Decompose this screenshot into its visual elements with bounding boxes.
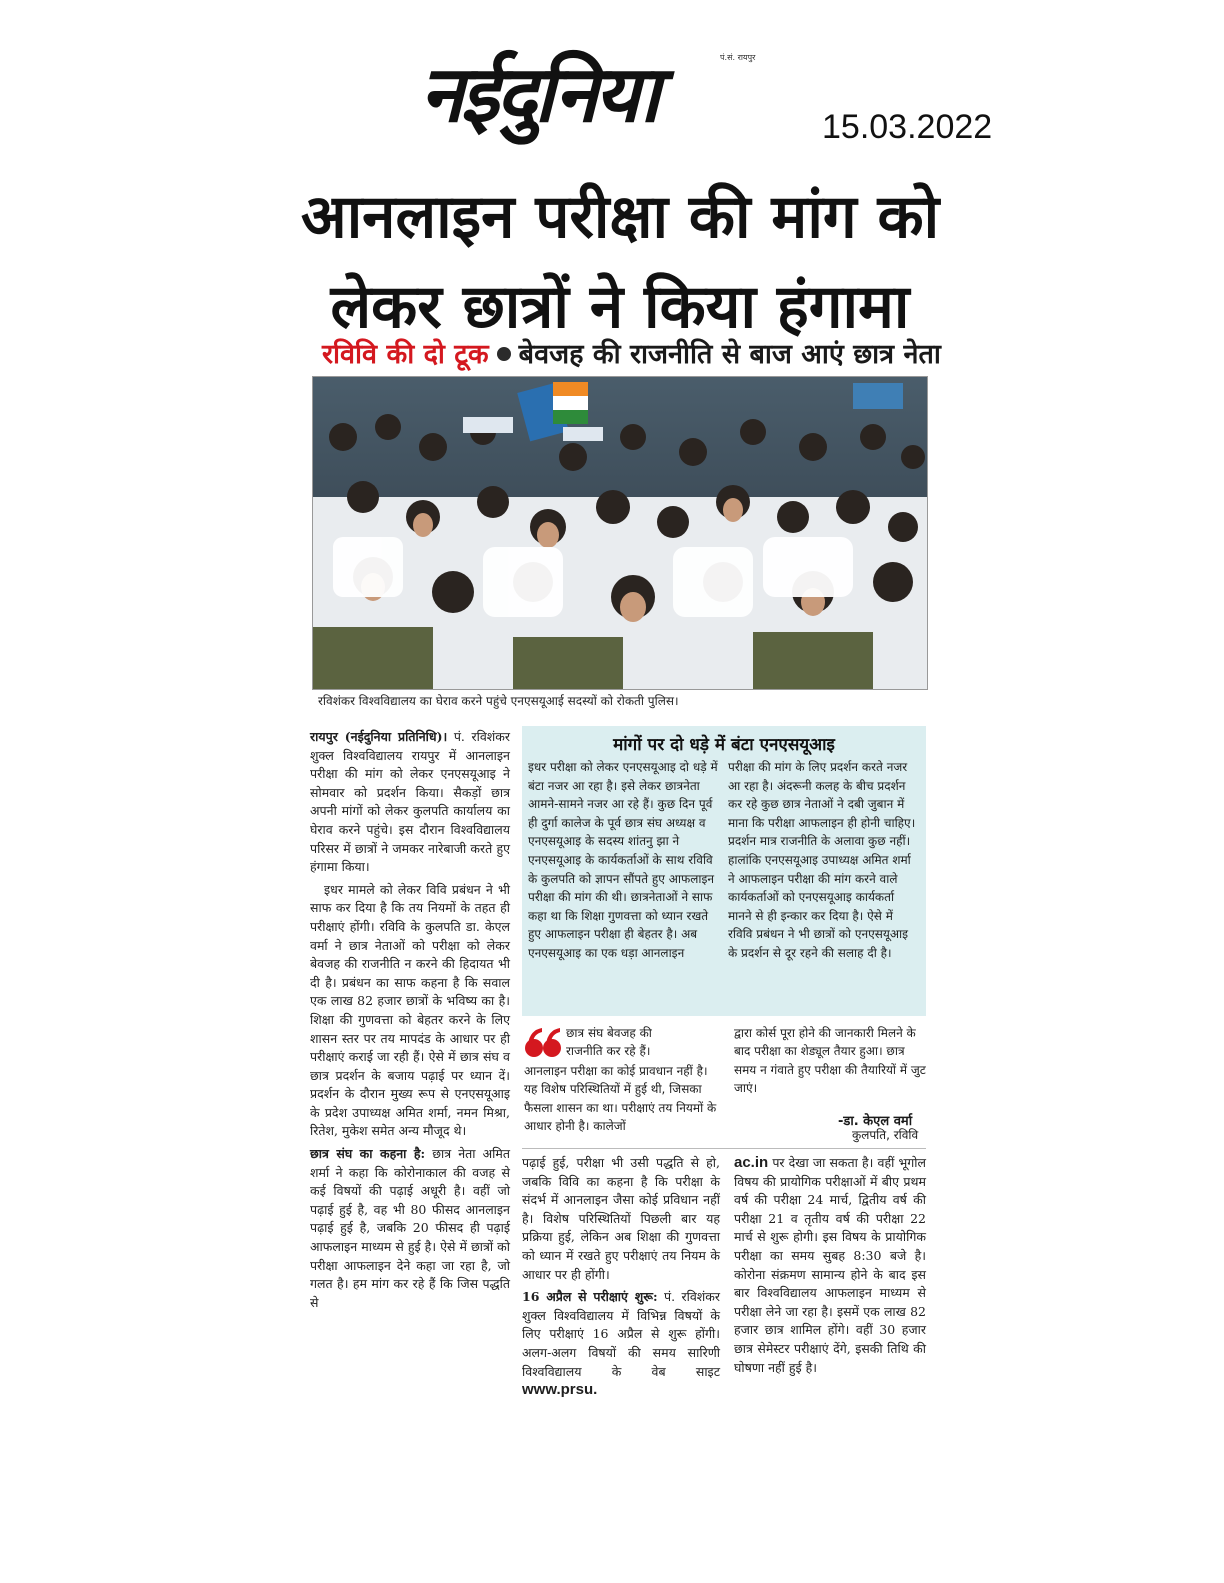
quote-icon bbox=[524, 1026, 564, 1062]
quote-heading-line-2: राजनीति कर रहे हैं। bbox=[566, 1044, 651, 1059]
headline bbox=[300, 172, 940, 352]
col1-paragraph-1 bbox=[310, 728, 510, 877]
publication-date: 15.03.2022 bbox=[822, 108, 993, 146]
masthead-logo: नईदुनिया bbox=[420, 50, 657, 140]
box-right-text: परीक्षा की मांग के लिए प्रदर्शन करते नजर आ रहा है। अंदरूनी कलह के बीच प्रदर्शन कर रहे कुछ छात्र नेताओं ने दबी जुबान में माना कि परीक्षा आफलाइन ही होनी चाहिए। प्रदर्शन मात्र राजनीति के अलावा कुछ नहीं। हालांकि एनएसयूआइ उपाध्यक्ष अमित शर्मा ने आफलाइन परीक्षा की मांग करने वाले कार्यकर्ताओं को एनएसयूआइ कार्यकर्ता मानने से ही इन्कार कर दिया है। ऐसे में रविवि प्रबंधन ने भी छात्रों को एनएसयूआइ के प्रदर्शन से दूर रहने की सलाह दी है। bbox=[728, 760, 916, 960]
col1-paragraph-3 bbox=[310, 1145, 510, 1312]
quote-heading bbox=[566, 1024, 716, 1061]
quote-attribution: -डा. केएल वर्मा bbox=[838, 1114, 913, 1129]
column-2 bbox=[522, 1154, 720, 1404]
headline-line-2: लेकर छात्रों ने किया हंगामा bbox=[330, 272, 910, 342]
quote-left-text: आनलाइन परीक्षा का कोई प्रावधान नहीं है। यह विशेष परिस्थितियों में हुई थी, जिसका फैसला शासन का था। परीक्षाएं तय नियमों के आधार होनी है। कालेजों bbox=[524, 1064, 717, 1134]
masthead bbox=[420, 38, 790, 138]
col1-p1-text: पं. रविशंकर शुक्ल विश्वविद्यालय रायपुर में आनलाइन परीक्षा की मांग को लेकर एनएसयूआइ ने सोमवार को प्रदर्शन किया। सैकड़ों छात्र अपनी मांगों को लेकर कुलपति कार्यालय का घेराव करने पहुंचे। इस दौरान विश्वविद्यालय परिसर में छात्रों ने जमकर नारेबाजी करते हुए हंगामा किया। bbox=[310, 729, 510, 875]
col1-p3-text: छात्र नेता अमित शर्मा ने कहा कि कोरोनाकाल की वजह से कई विषयों की पढ़ाई अधूरी है। वहीं जो पढ़ाई हुई है, वह भी 80 फीसद आनलाइन पढ़ाई हुई है, जबकि 20 फीसद ही पढ़ाई आफलाइन माध्यम से हुई है। ऐसे में छात्रों को परीक्षा आफलाइन देने कहा जा रहा है, जो गलत है। हम मांग कर रहे हैं कि जिस पद्धति से bbox=[310, 1146, 510, 1310]
masthead-edition-tag: पं.सं. रायपुर bbox=[720, 53, 756, 62]
box-title: मांगों पर दो धड़े में बंटा एनएसयूआइ bbox=[613, 735, 835, 755]
column-1 bbox=[310, 728, 510, 1316]
news-photo bbox=[312, 376, 928, 690]
dateline: रायपुर (नईदुनिया प्रतिनिधि)। bbox=[310, 729, 448, 744]
quote-attribution-role: कुलपति, रविवि bbox=[852, 1128, 919, 1142]
quote-heading-line-1: छात्र संघ बेवजह की bbox=[566, 1026, 652, 1040]
kicker-row bbox=[322, 334, 941, 371]
quote-right-text: द्वारा कोर्स पूरा होने की जानकारी मिलने के बाद परीक्षा का शेड्यूल तैयार हुआ। छात्र समय न गंवाते हुए परीक्षा की तैयारियों में जुट जाएं। bbox=[734, 1026, 926, 1096]
bullet-icon bbox=[497, 347, 511, 361]
col3-p1-text: पर देखा जा सकता है। वहीं भूगोल विषय की प्रायोगिक परीक्षाओं में बीए प्रथम वर्ष की परीक्षा 24 मार्च, द्वितीय वर्ष की परीक्षा 21 व तृतीय वर्ष की परीक्षा 22 मार्च से शुरू होगी। इस विषय के प्रायोगिक परीक्षा का समय सुबह 8:30 बजे है। कोरोना संक्रमण सामान्य होने के बाद इस बार विश्वविद्यालय आफलाइन माध्यम से परीक्षा लेने जा रहा है। इसमें एक लाख 82 हजार छात्र शामिल होंगे। वहीं 30 हजार छात्र सेमेस्टर परीक्षाएं देंगे, इसकी तिथि की घोषणा नहीं हुई है। bbox=[734, 1155, 926, 1375]
box-left-text: इधर परीक्षा को लेकर एनएसयूआइ दो धड़े में बंटा नजर आ रहा है। इसे लेकर छात्रनेता आमने-सामने नजर आ रहे हैं। कुछ दिन पूर्व ही दुर्गा कालेज के पूर्व छात्र संघ अध्यक्ष व एनएसयूआइ के सदस्य शांतनु झा ने एनएसयूआइ के कार्यकर्ताओं के साथ रविवि के कुलपति को ज्ञापन सौंपते हुए आफलाइन परीक्षा की मांग की थी। छात्रनेताओं ने साफ कहा था कि शिक्षा गुणवत्ता को ध्यान रखते हुए आफलाइन परीक्षा ही बेहतर है। अब एनएसयूआइ का एक धड़ा आनलाइन bbox=[528, 760, 718, 960]
column-3 bbox=[734, 1154, 926, 1381]
col3-paragraph-1 bbox=[734, 1154, 926, 1377]
col1-paragraph-2: इधर मामले को लेकर विवि प्रबंधन ने भी साफ कर दिया है कि तय नियमों के तहत ही परीक्षाएं होंगी। रविवि के कुलपति डा. केएल वर्मा ने छात्र नेताओं को परीक्षा को लेकर बेवजह की राजनीति न करने की हिदायत भी दी है। प्रबंधन का साफ कहना है कि सवाल एक लाख 82 हजार छात्रों के भविष्य का है। शिक्षा की गुणवत्ता को बेहतर करने के लिए शासन स्तर पर तय मापदंड के आधार पर ही परीक्षाएं कराई जा रही हैं। ऐसे में छात्र संघ व छात्र प्रदर्शन के बजाय पढ़ाई पर ध्यान दें। प्रदर्शन के दौरान मुख्य रूप से एनएसयूआइ के प्रदेश उपाध्यक्ष अमित शर्मा, नमन मिश्रा, रितेश, मुकेश समेत अन्य मौजूद थे। bbox=[310, 881, 510, 1139]
col2-paragraph-2 bbox=[522, 1288, 720, 1400]
kicker-label: रविवि की दो टूक bbox=[322, 339, 489, 370]
col2-p2-text: पं. रविशंकर शुक्ल विश्वविद्यालय में विभिन्न विषयों के लिए परीक्षाएं 16 अप्रैल से शुरू होंगी। अलग-अलग विषयों की समय सारिणी विश्वविद्यालय के वेब साइट bbox=[522, 1289, 720, 1379]
crowd-photo-illustration bbox=[313, 377, 927, 689]
subhead-exam-start: 16 अप्रैल से परीक्षाएं शुरू: bbox=[522, 1289, 658, 1305]
col2-paragraph-1: पढ़ाई हुई, परीक्षा भी उसी पद्धति से हो, जबकि विवि का कहना है कि परीक्षा के संदर्भ में आनलाइन जैसा कोई प्रविधान नहीं है। विशेष परिस्थितियों पिछली बार यह प्रक्रिया हुई, लेकिन अब शिक्षा की गुणवत्ता को ध्यान में रखते हुए परीक्षाएं तय नियम के आधार पर ही होंगी। bbox=[522, 1155, 720, 1282]
website-url-part-1: www.prsu. bbox=[522, 1381, 598, 1399]
divider bbox=[522, 1148, 926, 1149]
subhead-student-union: छात्र संघ का कहना है: bbox=[310, 1146, 426, 1162]
website-url-part-2: ac.in bbox=[734, 1154, 769, 1171]
headline-line-1: आनलाइन परीक्षा की मांग को bbox=[300, 182, 940, 252]
sidebar-box bbox=[522, 726, 926, 1016]
kicker-text: बेवजह की राजनीति से बाज आएं छात्र नेता bbox=[518, 339, 941, 370]
photo-caption: रविशंकर विश्वविद्यालय का घेराव करने पहुंचे एनएसयूआई सदस्यों को रोकती पुलिस। bbox=[318, 694, 679, 708]
